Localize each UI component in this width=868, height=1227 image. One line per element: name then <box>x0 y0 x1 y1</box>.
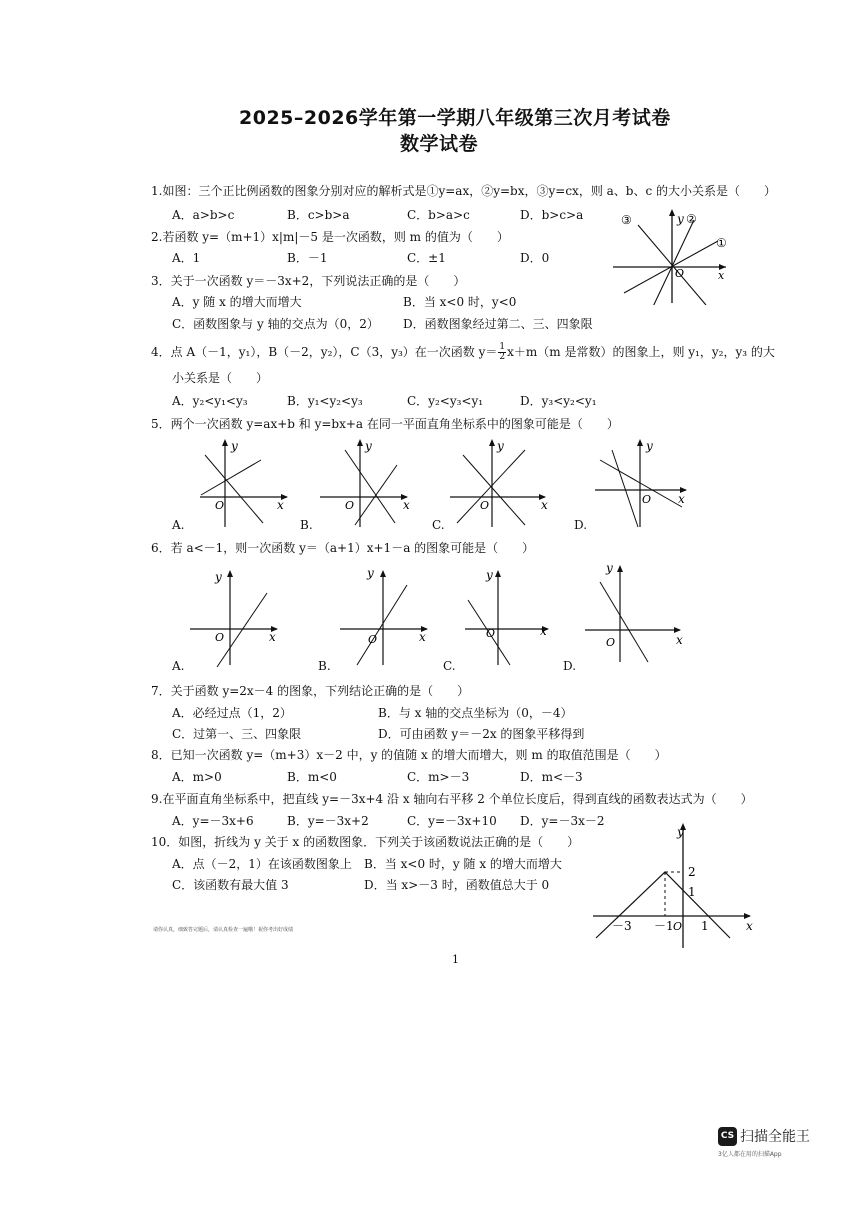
q5-graph-d <box>590 435 695 530</box>
q2-option-b: B．－1 <box>287 251 328 265</box>
exam-title: 2025–2026学年第一学期八年级第三次月考试卷 <box>239 107 671 129</box>
q10-option-d: D．当 x>－3 时，函数值总大于 0 <box>364 878 550 892</box>
q3-option-d: D．函数图象经过第二、三、四象限 <box>403 317 593 331</box>
q8-option-d: D．m<－3 <box>520 770 583 784</box>
svg-text:O: O <box>673 920 683 933</box>
page-number: 1 <box>452 953 459 966</box>
q3-option-b: B．当 x<0 时，y<0 <box>403 295 517 309</box>
q1-fig-label-2: ② <box>686 212 697 226</box>
question-5-stem: 5．两个一次函数 y=ax+b 和 y=bx+a 在同一平面直角坐标系中的图象可能是（ ） <box>151 417 619 431</box>
q10-option-b: B．当 x<0 时，y 随 x 的增大而增大 <box>364 857 562 871</box>
scanner-brand-name: 扫描全能王 <box>740 1129 810 1145</box>
question-3-stem: 3．关于一次函数 y＝－3x+2，下列说法正确的是（ ） <box>151 274 466 288</box>
q6-letter-b: B. <box>318 659 331 673</box>
svg-text:O: O <box>486 627 496 640</box>
q10-option-a: A．点（－2，1）在该函数图象上 <box>172 857 352 871</box>
q7-option-a: A．必经过点（1，2） <box>172 706 292 720</box>
svg-text:x: x <box>746 919 753 933</box>
svg-text:O: O <box>642 493 652 506</box>
q6-letter-c: C. <box>443 659 456 673</box>
q7-option-c: C．过第一、三、四象限 <box>172 727 302 741</box>
svg-text:O: O <box>480 499 490 512</box>
q4-option-a: A．y₂<y₁<y₃ <box>172 394 248 408</box>
q4-stem-part-a: 4．点 A（－1，y₁），B（－2，y₂），C（3，y₃）在一次函数 y＝ <box>151 345 498 359</box>
q3-option-c: C．函数图象与 y 轴的交点为（0，2） <box>172 317 379 331</box>
q1-fig-label-o: O <box>675 267 685 280</box>
question-1-stem: 1.如图：三个正比例函数的图象分别对应的解析式是①y=ax，②y=bx，③y=cx，则 a、b、c 的大小关系是（ ） <box>151 184 776 198</box>
scanner-tagline: 3亿人都在用的扫描App <box>718 1151 782 1158</box>
svg-text:O: O <box>345 499 355 512</box>
svg-text:O: O <box>215 631 225 644</box>
svg-text:y: y <box>231 439 238 453</box>
question-6-stem: 6．若 a<－1，则一次函数 y＝（a+1）x+1－a 的图象可能是（ ） <box>151 541 535 555</box>
svg-text:y: y <box>497 439 504 453</box>
q8-option-a: A．m>0 <box>172 770 222 784</box>
q2-option-c: C．±1 <box>407 251 446 265</box>
svg-text:y: y <box>646 439 653 453</box>
q1-option-c: C．b>a>c <box>407 208 470 222</box>
question-7-stem: 7．关于函数 y=2x－4 的图象，下列结论正确的是（ ） <box>151 684 470 698</box>
q1-fig-label-y: y <box>677 212 684 226</box>
q1-option-d: D．b>c>a <box>520 208 584 222</box>
svg-text:y: y <box>365 439 372 453</box>
q4-option-c: C．y₂<y₃<y₁ <box>407 394 484 408</box>
q6-graph-d <box>580 560 690 665</box>
q4-option-b: B．y₁<y₂<y₃ <box>287 394 363 408</box>
svg-text:y: y <box>215 570 222 584</box>
q8-option-c: C．m>－3 <box>407 770 470 784</box>
q5-letter-b: B. <box>300 518 313 532</box>
q9-option-d: D．y=－3x－2 <box>520 814 605 828</box>
svg-text:1: 1 <box>701 919 709 933</box>
svg-text:x: x <box>676 633 683 647</box>
q5-letter-d: D. <box>574 518 588 532</box>
q2-option-d: D．0 <box>520 251 550 265</box>
svg-text:x: x <box>541 498 548 512</box>
svg-text:x: x <box>277 498 284 512</box>
question-2-stem: 2.若函数 y=（m+1）x|m|－5 是一次函数，则 m 的值为（ ） <box>151 230 509 244</box>
q5-graph-c <box>445 435 555 530</box>
question-10-stem: 10．如图，折线为 y 关于 x 的函数图象．下列关于该函数说法正确的是（ ） <box>151 835 580 849</box>
svg-text:2: 2 <box>688 865 696 879</box>
svg-text:x: x <box>419 630 426 644</box>
question-8-stem: 8．已知一次函数 y=（m+3）x－2 中，y 的值随 x 的增大而增大，则 m 的取值范围是（ ） <box>151 748 667 762</box>
svg-text:O: O <box>215 499 225 512</box>
q4-stem-part-c: 小关系是（ ） <box>172 371 269 385</box>
svg-text:y: y <box>486 568 493 582</box>
q4-stem-part-b: x＋m（m 是常数）的图象上，则 y₁，y₂，y₃ 的大 <box>507 345 775 359</box>
q1-option-b: B．c>b>a <box>287 208 350 222</box>
q1-fig-label-1: ① <box>716 236 727 250</box>
svg-text:O: O <box>606 636 616 649</box>
question-4-stem <box>151 343 775 362</box>
svg-text:x: x <box>540 624 547 638</box>
q1-fig-label-x: x <box>718 269 725 282</box>
q9-option-c: C．y=－3x+10 <box>407 814 497 828</box>
svg-text:x: x <box>403 498 410 512</box>
q1-figure <box>608 205 738 305</box>
q2-option-a: A．1 <box>172 251 201 265</box>
q6-graph-c <box>460 565 560 670</box>
question-9-stem: 9.在平面直角坐标系中，把直线 y=－3x+4 沿 x 轴向右平移 2 个单位长度后，得到直线的函数表达式为（ ） <box>151 792 753 806</box>
q6-graph-b <box>335 565 440 670</box>
exam-subtitle: 数学试卷 <box>400 133 479 155</box>
q5-letter-c: C. <box>432 518 445 532</box>
footer-note: 请你认真，细致答完题后，请认真检查一遍哦！祝你考出好成绩 <box>153 927 294 933</box>
scanner-watermark <box>718 1126 810 1146</box>
q10-figure <box>588 818 760 950</box>
svg-text:x: x <box>269 630 276 644</box>
q4-frac-den: 2 <box>499 352 506 362</box>
q9-option-a: A．y=－3x+6 <box>172 814 254 828</box>
q6-letter-d: D. <box>563 659 577 673</box>
q5-graph-b <box>315 435 415 530</box>
svg-text:x: x <box>678 492 685 506</box>
svg-text:O: O <box>368 633 378 646</box>
q4-option-d: D．y₃<y₂<y₁ <box>520 394 597 408</box>
q8-option-b: B．m<0 <box>287 770 337 784</box>
q7-option-b: B．与 x 轴的交点坐标为（0，－4） <box>378 706 573 720</box>
cs-logo-icon: CS <box>718 1127 737 1146</box>
q6-letter-a: A. <box>172 659 185 673</box>
q6-graph-a <box>185 565 290 670</box>
q1-option-a: A．a>b>c <box>172 208 235 222</box>
svg-text:1: 1 <box>688 885 696 899</box>
q3-option-a: A．y 随 x 的增大而增大 <box>172 295 302 309</box>
svg-text:y: y <box>367 566 374 580</box>
q9-option-b: B．y=－3x+2 <box>287 814 369 828</box>
q10-option-c: C．该函数有最大值 3 <box>172 878 289 892</box>
svg-text:y: y <box>677 825 684 839</box>
q5-graph-a <box>195 435 295 530</box>
q4-frac-num: 1 <box>499 342 506 352</box>
q4-fraction <box>498 343 506 362</box>
q5-letter-a: A. <box>172 518 185 532</box>
svg-text:－1: －1 <box>654 919 674 933</box>
svg-text:－3: －3 <box>612 919 632 933</box>
svg-text:y: y <box>606 561 613 575</box>
q1-fig-label-3: ③ <box>621 213 632 227</box>
q7-option-d: D．可由函数 y＝－2x 的图象平移得到 <box>378 727 585 741</box>
